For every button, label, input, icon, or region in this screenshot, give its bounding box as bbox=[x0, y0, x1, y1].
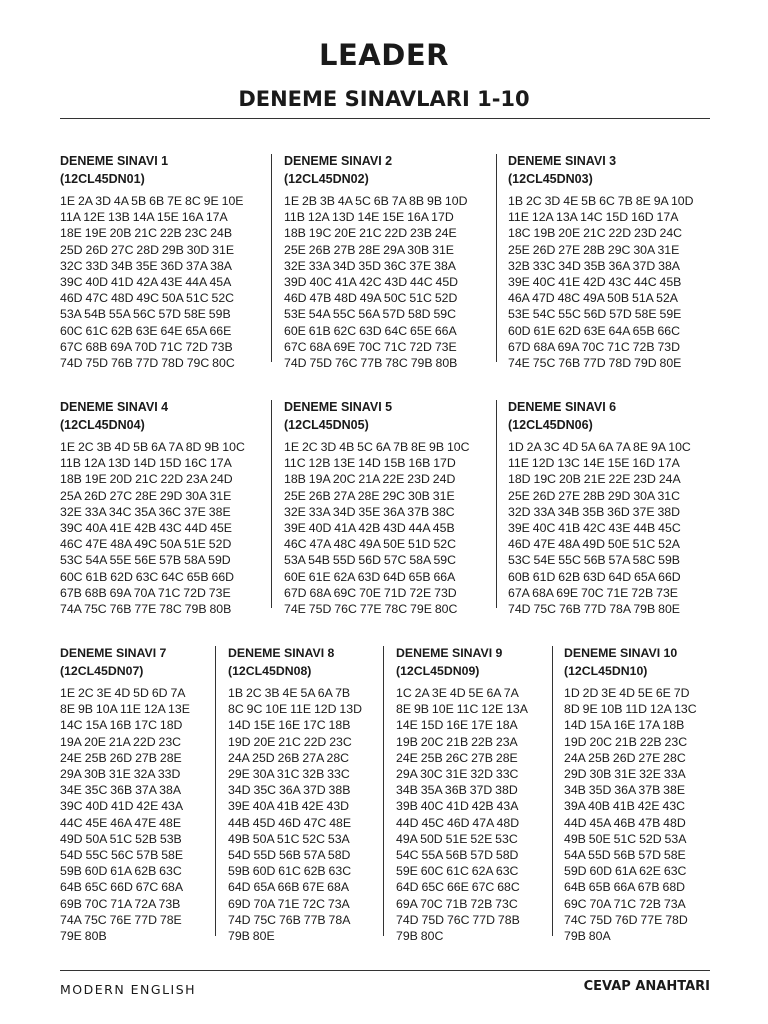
answer-line: 25E 26B 27B 28E 29A 30B 31E bbox=[284, 242, 454, 257]
answer-line: 60C 61B 62D 63C 64C 65B 66D bbox=[60, 569, 235, 584]
answer-line: 32C 33D 34B 35E 36D 37A 38A bbox=[60, 258, 233, 273]
top-divider bbox=[60, 118, 710, 119]
answer-line: 69D 70A 71E 72C 73A bbox=[228, 896, 350, 911]
exam-code: (12CL45DN01) bbox=[60, 172, 145, 186]
answer-line: 49A 50D 51E 52E 53C bbox=[396, 831, 518, 846]
answer-line: 53E 54A 55C 56A 57D 58D 59C bbox=[284, 307, 457, 322]
exam-block-6 bbox=[508, 398, 691, 617]
answer-line: 24E 25B 26D 27B 28E bbox=[60, 750, 182, 765]
answer-line: 67C 68B 69A 70D 71C 72D 73B bbox=[60, 339, 233, 354]
answer-line: 69A 70C 71B 72B 73C bbox=[396, 896, 518, 911]
answer-line: 59B 60D 61A 62B 63C bbox=[60, 864, 182, 879]
answer-line: 11E 12A 13A 14C 15D 16D 17A bbox=[508, 210, 679, 225]
answer-line: 67D 68A 69C 70E 71D 72E 73D bbox=[284, 585, 457, 600]
answer-line: 29A 30C 31E 32D 33C bbox=[396, 767, 519, 782]
answer-line: 25E 26B 27A 28E 29C 30B 31E bbox=[284, 488, 455, 503]
exam-block-10 bbox=[564, 644, 697, 944]
exam-title: DENEME SINAVI 4 bbox=[60, 400, 169, 414]
answer-line: 11E 12D 13C 14E 15E 16D 17A bbox=[508, 456, 680, 471]
exam-title: DENEME SINAVI 1 bbox=[60, 154, 169, 168]
exam-block-5 bbox=[284, 398, 470, 617]
answer-line: 53C 54A 55E 56E 57B 58A 59D bbox=[60, 553, 231, 568]
answer-line: 60B 61D 62B 63D 64D 65A 66D bbox=[508, 569, 681, 584]
answer-line: 46D 47C 48D 49C 50A 51C 52C bbox=[60, 291, 235, 306]
answer-line: 46C 47A 48C 49A 50E 51D 52C bbox=[284, 537, 457, 552]
answer-line: 11B 12A 13D 14D 15D 16C 17A bbox=[60, 456, 232, 471]
answer-line: 46A 47D 48C 49A 50B 51A 52A bbox=[508, 291, 678, 306]
answer-line: 79B 80E bbox=[228, 929, 275, 944]
answer-line: 64D 65C 66E 67C 68C bbox=[396, 880, 520, 895]
answer-line: 8C 9C 10E 11E 12D 13D bbox=[228, 702, 362, 717]
answer-line: 32E 33A 34C 35A 36C 37E 38E bbox=[60, 504, 231, 519]
exam-block-1 bbox=[60, 152, 244, 371]
answer-line: 19D 20E 21C 22D 23C bbox=[228, 734, 352, 749]
answer-line: 79E 80B bbox=[60, 929, 107, 944]
answer-line: 53A 54B 55D 56D 57C 58A 59C bbox=[284, 553, 457, 568]
answer-line: 54C 55A 56B 57D 58D bbox=[396, 848, 519, 863]
answer-line: 1E 2C 3E 4D 5D 6D 7A bbox=[60, 686, 186, 700]
column-divider bbox=[496, 154, 497, 362]
answer-line: 54D 55C 56C 57B 58E bbox=[60, 848, 184, 863]
answer-line: 53A 54B 55A 56C 57D 58E 59B bbox=[60, 307, 231, 322]
answer-line: 64B 65C 66D 67C 68A bbox=[60, 880, 184, 895]
answer-line: 1D 2D 3E 4D 5E 6E 7D bbox=[564, 686, 690, 700]
answer-line: 53C 54E 55C 56B 57A 58C 59B bbox=[508, 553, 681, 568]
answer-line: 54A 55D 56B 57D 58E bbox=[564, 848, 686, 863]
answer-line: 39C 40D 41D 42E 43A bbox=[60, 799, 184, 814]
exam-title: DENEME SINAVI 2 bbox=[284, 154, 393, 168]
answer-line: 74A 75C 76B 77E 78C 79B 80B bbox=[60, 602, 232, 617]
exam-title: DENEME SINAVI 7 bbox=[60, 646, 167, 660]
answer-line: 74E 75D 76C 77E 78C 79E 80C bbox=[284, 602, 458, 617]
answer-line: 11B 12A 13D 14E 15E 16A 17D bbox=[284, 210, 454, 225]
answer-line: 46D 47E 48A 49D 50E 51C 52A bbox=[508, 537, 681, 552]
exam-title: DENEME SINAVI 3 bbox=[508, 154, 617, 168]
answer-line: 69C 70A 71C 72B 73A bbox=[564, 896, 686, 911]
answer-line: 79B 80A bbox=[564, 929, 611, 944]
answer-line: 1E 2C 3D 4B 5C 6A 7B 8E 9B 10C bbox=[284, 440, 470, 454]
answer-line: 1C 2A 3E 4D 5E 6A 7A bbox=[396, 686, 519, 700]
answer-line: 59B 60D 61C 62B 63C bbox=[228, 864, 352, 879]
exam-code: (12CL45DN04) bbox=[60, 418, 145, 432]
answer-line: 14D 15A 16E 17A 18B bbox=[564, 718, 685, 733]
answer-line: 49B 50A 51C 52C 53A bbox=[228, 831, 350, 846]
exam-title: DENEME SINAVI 10 bbox=[564, 646, 678, 660]
answer-line: 14C 15A 16B 17C 18D bbox=[60, 718, 183, 733]
answer-line: 18C 19B 20E 21C 22D 23D 24C bbox=[508, 226, 683, 241]
bottom-divider bbox=[60, 970, 710, 971]
exam-code: (12CL45DN05) bbox=[284, 418, 369, 432]
answer-line: 44C 45E 46A 47E 48E bbox=[60, 815, 182, 830]
answer-line: 60E 61B 62C 63D 64C 65E 66A bbox=[284, 323, 457, 338]
answer-line: 64B 65B 66A 67B 68D bbox=[564, 880, 686, 895]
answer-line: 39E 40D 41A 42B 43D 44A 45B bbox=[284, 521, 455, 536]
answer-line: 14D 15E 16E 17C 18B bbox=[228, 718, 351, 733]
answer-line: 11C 12B 13E 14D 15B 16B 17D bbox=[284, 456, 456, 471]
answer-line: 74D 75D 76C 77B 78C 79B 80B bbox=[284, 356, 458, 371]
answer-line: 19A 20E 21A 22D 23C bbox=[60, 734, 182, 749]
answer-line: 25E 26D 27E 28B 29C 30A 31E bbox=[508, 242, 680, 257]
exam-code: (12CL45DN08) bbox=[228, 664, 312, 678]
answer-line: 54D 55D 56B 57A 58D bbox=[228, 848, 351, 863]
answer-line: 32E 33A 34D 35E 36A 37B 38C bbox=[284, 504, 455, 519]
answer-line: 32B 33C 34D 35B 36A 37D 38A bbox=[508, 258, 681, 273]
answer-line: 1E 2C 3B 4D 5B 6A 7A 8D 9B 10C bbox=[60, 440, 245, 454]
answer-line: 59D 60D 61A 62E 63C bbox=[564, 864, 687, 879]
answer-line: 39E 40C 41E 42D 43C 44C 45B bbox=[508, 275, 682, 290]
exam-title: DENEME SINAVI 8 bbox=[228, 646, 335, 660]
answer-line: 19B 20C 21B 22B 23A bbox=[396, 734, 518, 749]
answer-line: 1B 2C 3D 4E 5B 6C 7B 8E 9A 10D bbox=[508, 194, 694, 208]
answer-line: 34B 35D 36A 37B 38E bbox=[564, 783, 686, 798]
exam-title: DENEME SINAVI 9 bbox=[396, 646, 503, 660]
answer-line: 14E 15D 16E 17E 18A bbox=[396, 718, 518, 733]
footer-section-title: CEVAP ANAHTARI bbox=[583, 979, 710, 994]
answer-line: 39E 40C 41B 42C 43E 44B 45C bbox=[508, 521, 681, 536]
answer-line: 74D 75D 76C 77D 78B bbox=[396, 912, 520, 927]
exam-block-3 bbox=[508, 152, 694, 371]
answer-line: 60D 61E 62D 63E 64A 65B 66C bbox=[508, 323, 681, 338]
answer-line: 46C 47E 48A 49C 50A 51E 52D bbox=[60, 537, 232, 552]
exam-block-7 bbox=[60, 644, 190, 944]
answer-line: 64D 65A 66B 67E 68A bbox=[228, 880, 350, 895]
answer-line: 53E 54C 55C 56D 57D 58E 59E bbox=[508, 307, 682, 322]
exam-block-8 bbox=[228, 644, 362, 944]
answer-line: 69B 70C 71A 72A 73B bbox=[60, 896, 181, 911]
exam-code: (12CL45DN03) bbox=[508, 172, 593, 186]
answer-line: 49D 50A 51C 52B 53B bbox=[60, 831, 182, 846]
answer-line: 19D 20C 21B 22B 23C bbox=[564, 734, 688, 749]
answer-line: 46D 47B 48D 49A 50C 51C 52D bbox=[284, 291, 458, 306]
answer-line: 32E 33A 34D 35D 36C 37E 38A bbox=[284, 258, 457, 273]
answer-line: 1B 2C 3B 4E 5A 6A 7B bbox=[228, 686, 351, 700]
answer-line: 18B 19C 20E 21C 22D 23B 24E bbox=[284, 226, 457, 241]
answer-line: 74D 75D 76B 77D 78D 79C 80C bbox=[60, 356, 235, 371]
answer-line: 18B 19A 20C 21A 22E 23D 24D bbox=[284, 472, 456, 487]
page-subtitle: DENEME SINAVLARI 1-10 bbox=[238, 87, 530, 111]
column-divider bbox=[271, 400, 272, 608]
answer-line: 74D 75C 76B 77B 78A bbox=[228, 912, 351, 927]
answer-line: 67B 68B 69A 70A 71C 72D 73E bbox=[60, 585, 231, 600]
answer-line: 29A 30B 31E 32A 33D bbox=[60, 767, 181, 782]
column-divider bbox=[383, 646, 384, 936]
exam-code: (12CL45DN07) bbox=[60, 664, 144, 678]
column-divider bbox=[215, 646, 216, 936]
answer-line: 8E 9B 10E 11C 12E 13A bbox=[396, 702, 528, 717]
exam-block-9 bbox=[396, 644, 528, 944]
exam-code: (12CL45DN06) bbox=[508, 418, 593, 432]
exam-block-2 bbox=[284, 152, 468, 371]
exam-code: (12CL45DN10) bbox=[564, 664, 648, 678]
answer-line: 34B 35A 36B 37D 38D bbox=[396, 783, 518, 798]
answer-line: 67D 68A 69A 70C 71C 72B 73D bbox=[508, 339, 681, 354]
answer-line: 67A 68A 69E 70C 71E 72B 73E bbox=[508, 585, 678, 600]
answer-line: 1D 2A 3C 4D 5A 6A 7A 8E 9A 10C bbox=[508, 440, 691, 454]
answer-line: 44D 45A 46B 47B 48D bbox=[564, 815, 686, 830]
answer-line: 24A 25B 26D 27E 28C bbox=[564, 750, 686, 765]
exam-title: DENEME SINAVI 6 bbox=[508, 400, 617, 414]
answer-line: 29D 30B 31E 32E 33A bbox=[564, 767, 686, 782]
answer-line: 8D 9E 10B 11D 12A 13C bbox=[564, 702, 697, 717]
answer-line: 39D 40C 41A 42C 43D 44C 45D bbox=[284, 275, 459, 290]
answer-line: 8E 9B 10A 11E 12A 13E bbox=[60, 702, 190, 717]
exam-title: DENEME SINAVI 5 bbox=[284, 400, 393, 414]
exam-code: (12CL45DN02) bbox=[284, 172, 369, 186]
answer-line: 29E 30A 31C 32B 33C bbox=[228, 767, 350, 782]
answer-line: 39A 40B 41B 42E 43C bbox=[564, 799, 686, 814]
answer-line: 60E 61E 62A 63D 64D 65B 66A bbox=[284, 569, 456, 584]
answer-line: 49B 50E 51C 52D 53A bbox=[564, 831, 687, 846]
answer-line: 39B 40C 41D 42B 43A bbox=[396, 799, 519, 814]
answer-line: 25E 26D 27E 28B 29D 30A 31C bbox=[508, 488, 681, 503]
answer-line: 74E 75C 76B 77D 78D 79D 80E bbox=[508, 356, 682, 371]
answer-line: 44D 45C 46D 47A 48D bbox=[396, 815, 520, 830]
answer-line: 74C 75D 76D 77E 78D bbox=[564, 912, 688, 927]
answer-line: 79B 80C bbox=[396, 929, 444, 944]
answer-line: 74A 75C 76E 77D 78E bbox=[60, 912, 182, 927]
answer-line: 11A 12E 13B 14A 15E 16A 17A bbox=[60, 210, 228, 225]
answer-line: 18E 19E 20B 21C 22B 23C 24B bbox=[60, 226, 233, 241]
answer-line: 34D 35C 36A 37D 38B bbox=[228, 783, 351, 798]
answer-line: 59E 60C 61C 62A 63C bbox=[396, 864, 519, 879]
answer-line: 24E 25B 26C 27B 28E bbox=[396, 750, 518, 765]
answer-line: 24A 25D 26B 27A 28C bbox=[228, 750, 350, 765]
column-divider bbox=[552, 646, 553, 936]
answer-line: 39E 40A 41B 42E 43D bbox=[228, 799, 350, 814]
exam-block-4 bbox=[60, 398, 245, 617]
page-title: LEADER bbox=[319, 38, 449, 72]
answer-line: 25A 26D 27C 28E 29D 30A 31E bbox=[60, 488, 232, 503]
answer-line: 25D 26D 27C 28D 29B 30D 31E bbox=[60, 242, 235, 257]
answer-line: 1E 2B 3B 4A 5C 6B 7A 8B 9B 10D bbox=[284, 194, 468, 208]
answer-line: 1E 2A 3D 4A 5B 6B 7E 8C 9E 10E bbox=[60, 194, 244, 208]
answer-line: 34E 35C 36B 37A 38A bbox=[60, 783, 182, 798]
answer-line: 39C 40D 41D 42A 43E 44A 45A bbox=[60, 275, 232, 290]
answer-line: 18D 19C 20B 21E 22E 23D 24A bbox=[508, 472, 681, 487]
answer-line: 39C 40A 41E 42B 43C 44D 45E bbox=[60, 521, 233, 536]
answer-line: 18B 19E 20D 21C 22D 23A 24D bbox=[60, 472, 233, 487]
footer-publisher: MODERN ENGLISH bbox=[60, 982, 197, 997]
column-divider bbox=[496, 400, 497, 608]
exam-code: (12CL45DN09) bbox=[396, 664, 480, 678]
answer-line: 74D 75C 76B 77D 78A 79B 80E bbox=[508, 602, 681, 617]
column-divider bbox=[271, 154, 272, 362]
answer-line: 32D 33A 34B 35B 36D 37E 38D bbox=[508, 504, 681, 519]
answer-line: 44B 45D 46D 47C 48E bbox=[228, 815, 352, 830]
answer-line: 67C 68A 69E 70C 71C 72D 73E bbox=[284, 339, 457, 354]
answer-line: 60C 61C 62B 63E 64E 65A 66E bbox=[60, 323, 232, 338]
